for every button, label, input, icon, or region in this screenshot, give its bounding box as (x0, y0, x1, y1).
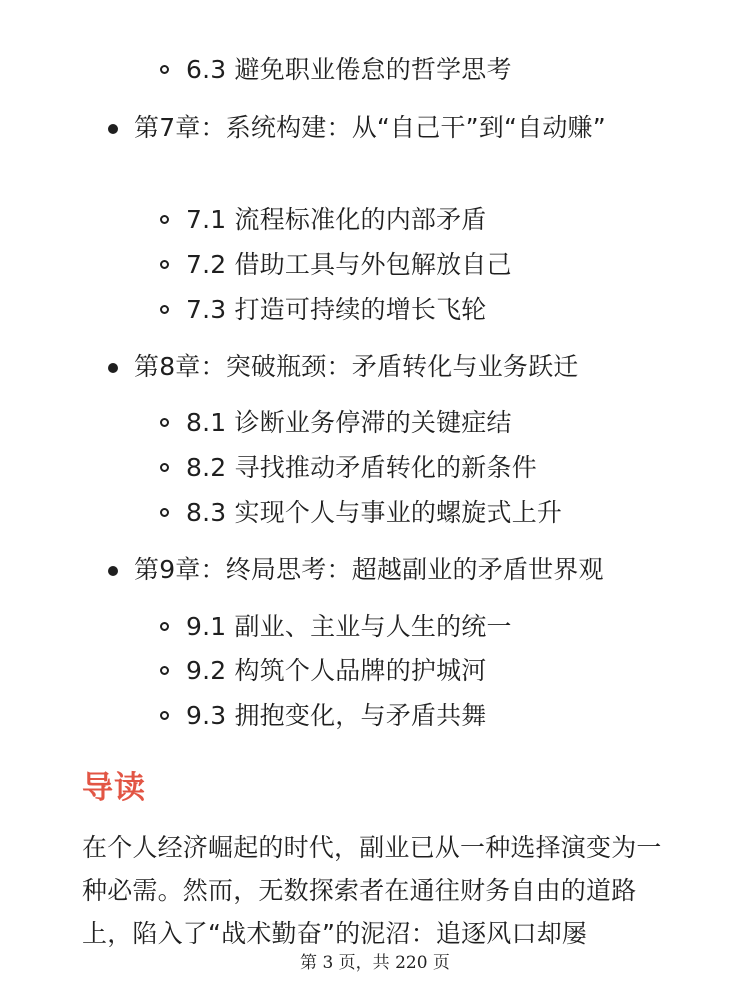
hollow-bullet-icon (160, 463, 169, 472)
toc-section-label: 9.1 副业、主业与人生的统一 (186, 612, 512, 641)
hollow-bullet-icon (160, 215, 169, 224)
toc-section-label: 8.3 实现个人与事业的螺旋式上升 (186, 498, 563, 527)
hollow-bullet-icon (160, 508, 169, 517)
toc-section-label: 7.1 流程标准化的内部矛盾 (186, 205, 487, 234)
intro-paragraph: 在个人经济崛起的时代，副业已从一种选择演变为一种必需。然而，无数探索者在通往财务自由的道路上，陷入了“战术勤奋”的泥沼：追逐风口却屡 (82, 833, 662, 948)
hollow-bullet-icon (160, 260, 169, 269)
toc-section-label: 7.3 打造可持续的增长飞轮 (186, 295, 487, 324)
toc-section-label: 8.2 寻找推动矛盾转化的新条件 (186, 453, 537, 482)
toc-chapter-label: 第7章：系统构建：从“自己干”到“自动赚” (134, 113, 606, 142)
hollow-bullet-icon (160, 666, 169, 675)
toc-chapter-label: 第9章：终局思考：超越副业的矛盾世界观 (134, 555, 604, 584)
hollow-bullet-icon (160, 711, 169, 720)
toc-section-label: 9.3 拥抱变化，与矛盾共舞 (186, 701, 487, 730)
hollow-bullet-icon (160, 305, 169, 314)
toc-chapter-label: 第8章：突破瓶颈：矛盾转化与业务跃迁 (134, 352, 579, 381)
toc-section-label: 6.3 避免职业倦怠的哲学思考 (186, 55, 512, 84)
intro-heading: 导读 (82, 770, 146, 806)
toc-section-label: 9.2 构筑个人品牌的护城河 (186, 656, 487, 685)
toc-section-label: 7.2 借助工具与外包解放自己 (186, 250, 512, 279)
hollow-bullet-icon (160, 418, 169, 427)
filled-bullet-icon (108, 124, 118, 134)
filled-bullet-icon (108, 566, 118, 576)
hollow-bullet-icon (160, 622, 169, 631)
hollow-bullet-icon (160, 65, 169, 74)
toc-section-label: 8.1 诊断业务停滞的关键症结 (186, 408, 512, 437)
filled-bullet-icon (108, 363, 118, 373)
page-number: 第 3 页，共 220 页 (300, 953, 450, 973)
